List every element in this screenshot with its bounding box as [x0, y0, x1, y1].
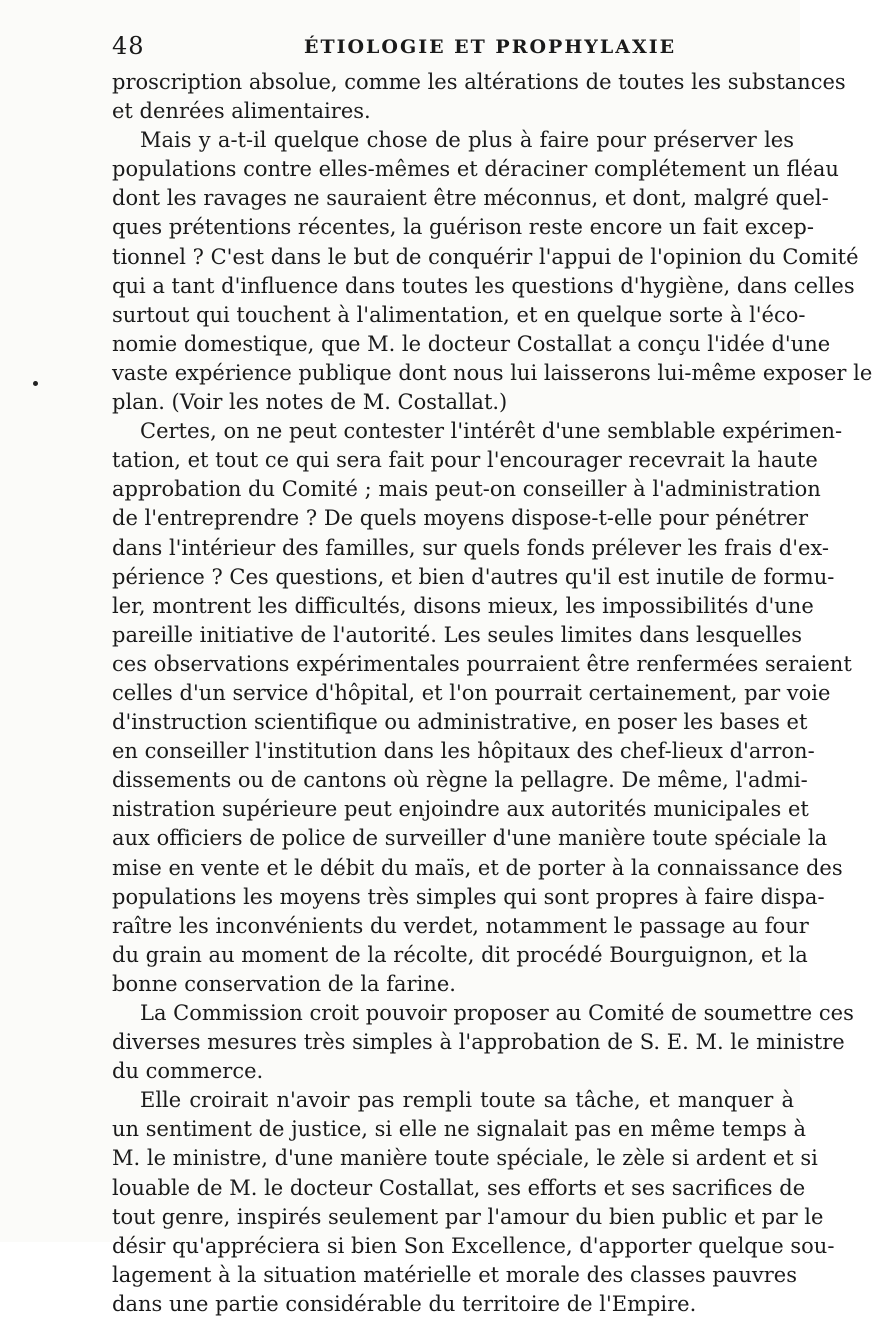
text-line: tionnel ? C'est dans le but de conquérir l'appui de l'opinion du Comité: [112, 244, 859, 269]
text-line: du grain au moment de la récolte, dit procédé Bourguignon, et la: [112, 942, 808, 967]
text-line: proscription absolue, comme les altérations de toutes les substances: [112, 70, 846, 94]
text-line: dissements ou de cantons où règne la pellagre. De même, l'admi-: [112, 768, 808, 793]
text-line: approbation du Comité ; mais peut-on conseiller à l'administration: [112, 477, 821, 502]
text-line: plan. (Voir les notes de M. Costallat.): [112, 390, 508, 415]
text-line: M. le ministre, d'une manière toute spéciale, le zèle si ardent et si: [112, 1146, 818, 1171]
text-line: désir qu'appréciera si bien Son Excellence, d'apporter quelque sou-: [112, 1233, 835, 1258]
text-line: un sentiment de justice, si elle ne signalait pas en même temps à: [112, 1117, 807, 1142]
text-line: ces observations expérimentales pourraient être renfermées seraient: [112, 651, 852, 676]
text-line: nomie domestique, que M. le docteur Costallat a conçu l'idée d'une: [112, 331, 831, 356]
text-line: bonne conservation de la farine.: [112, 971, 456, 996]
text-line: lagement à la situation matérielle et morale des classes pauvres: [112, 1262, 798, 1287]
body-text: [112, 68, 872, 1319]
text-line: populations les moyens très simples qui sont propres à faire dispa-: [112, 884, 825, 909]
text-line: ques prétentions récentes, la guérison reste encore un fait excep-: [112, 215, 814, 240]
ink-speck: [33, 381, 38, 386]
text-line: diverses mesures très simples à l'approbation de S. E. M. le ministre: [112, 1030, 845, 1055]
text-line: de l'entreprendre ? De quels moyens dispose-t-elle pour pénétrer: [112, 506, 809, 531]
text-line: Elle croirait n'avoir pas rempli toute sa tâche, et manquer à: [140, 1088, 794, 1113]
text-line: mise en vente et le débit du maïs, et de porter à la connaissance des: [112, 855, 843, 880]
text-line: vaste expérience publique dont nous lui laisserons lui-même exposer le: [112, 360, 872, 385]
text-line: du commerce.: [112, 1059, 264, 1084]
text-line: raître les inconvénients du verdet, notamment le passage au four: [112, 913, 809, 938]
text-line: populations contre elles-mêmes et déraciner complétement un fléau: [112, 157, 839, 182]
text-line: aux officiers de police de surveiller d'une manière toute spéciale la: [112, 826, 828, 851]
running-title: ÉTIOLOGIE ET PROPHYLAXIE: [304, 36, 677, 58]
text-line: ler, montrent les difficultés, disons mieux, les impossibilités d'une: [112, 593, 814, 618]
text-line: nistration supérieure peut enjoindre aux autorités municipales et: [112, 797, 809, 822]
text-line: louable de M. le docteur Costallat, ses efforts et ses sacrifices de: [112, 1175, 806, 1200]
text-line: en conseiller l'institution dans les hôpitaux des chef-lieux d'arron-: [112, 739, 815, 764]
text-line: dont les ravages ne sauraient être méconnus, et dont, malgré quel-: [112, 186, 829, 211]
text-line: tout genre, inspirés seulement par l'amour du bien public et par le: [112, 1204, 824, 1229]
text-line: qui a tant d'influence dans toutes les questions d'hygiène, dans celles: [112, 273, 855, 298]
text-line: tation, et tout ce qui sera fait pour l'encourager recevrait la haute: [112, 448, 818, 473]
text-line: et denrées alimentaires.: [112, 99, 371, 124]
text-line: Certes, on ne peut contester l'intérêt d'une semblable expérimen-: [140, 419, 843, 444]
text-line: celles d'un service d'hôpital, et l'on pourrait certainement, par voie: [112, 680, 831, 705]
text-line: La Commission croit pouvoir proposer au Comité de soumettre ces: [140, 1001, 854, 1025]
text-line: pareille initiative de l'autorité. Les seules limites dans lesquelles: [112, 622, 802, 647]
page-number: 48: [112, 32, 145, 60]
text-line: périence ? Ces questions, et bien d'autres qu'il est inutile de formu-: [112, 564, 835, 589]
text-line: dans l'intérieur des familles, sur quels fonds prélever les frais d'ex-: [112, 535, 829, 560]
text-line: dans une partie considérable du territoire de l'Empire.: [112, 1291, 697, 1316]
running-head: [112, 30, 790, 64]
text-line: Mais y a-t-il quelque chose de plus à faire pour préserver les: [140, 128, 794, 153]
text-line: surtout qui touchent à l'alimentation, et en quelque sorte à l'éco-: [112, 302, 806, 327]
text-line: d'instruction scientifique ou administrative, en poser les bases et: [112, 710, 808, 735]
